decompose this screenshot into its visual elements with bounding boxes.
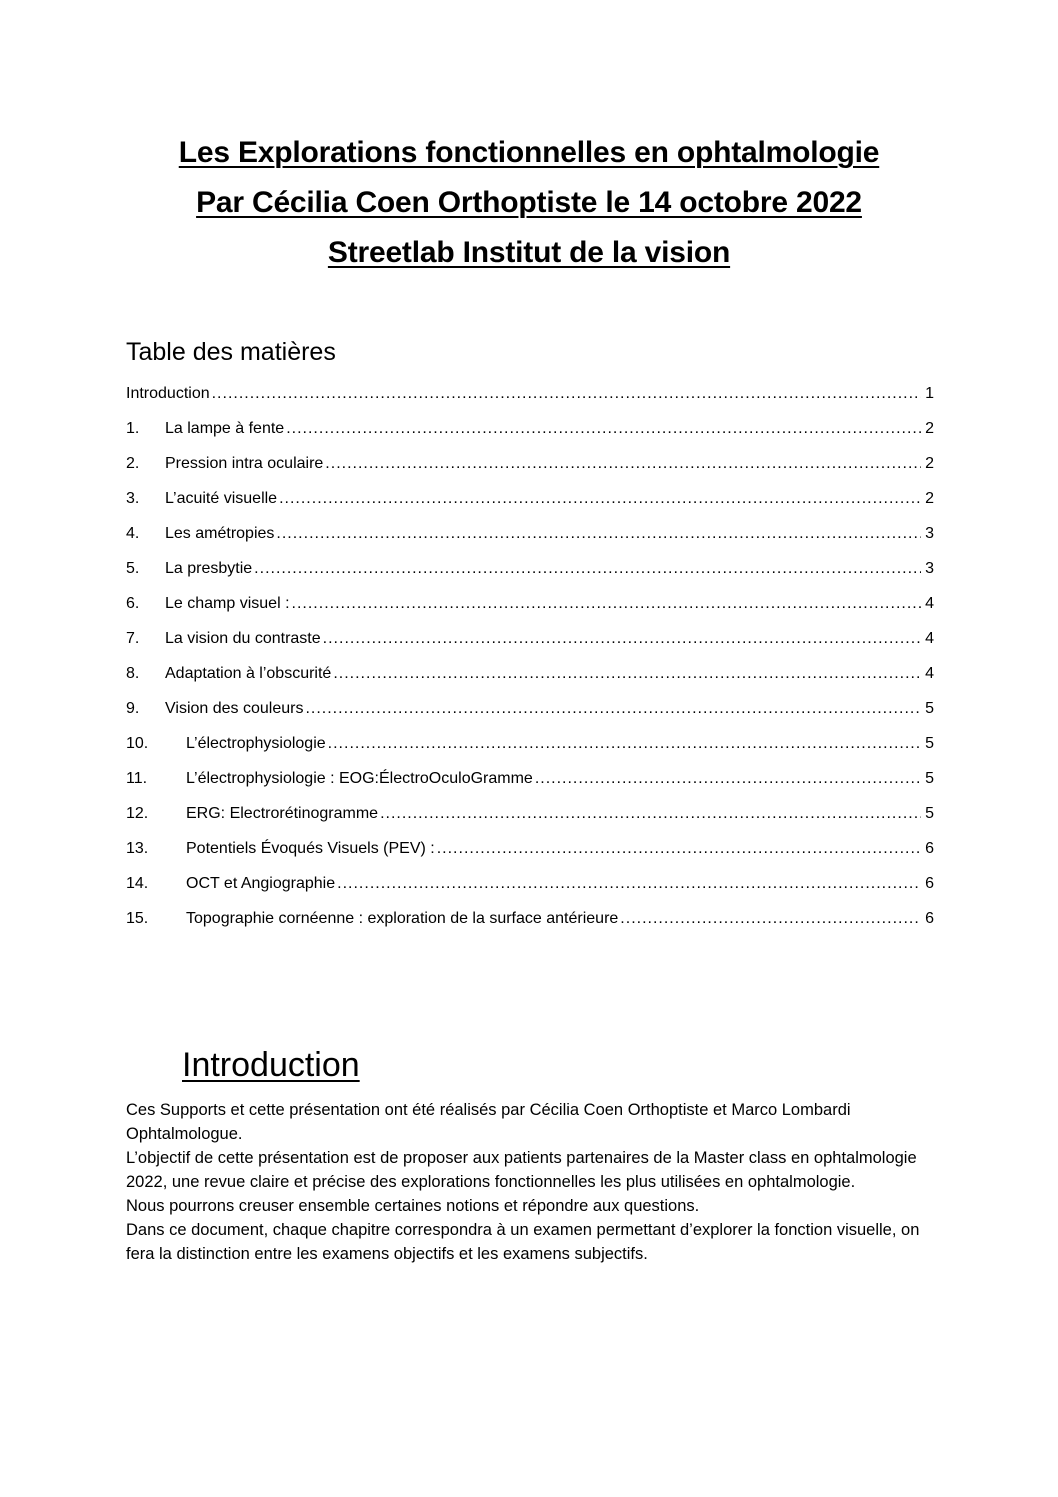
toc-entry-label: Introduction — [126, 385, 210, 402]
toc-entry-label: Vision des couleurs — [165, 700, 304, 717]
toc-entry-label: L’électrophysiologie : EOG:ÉlectroOculoGramme — [186, 770, 533, 787]
toc-entry-page-number: 5 — [925, 735, 934, 752]
toc-entry-label: Le champ visuel : — [165, 595, 290, 612]
toc-entry[interactable] — [126, 592, 934, 627]
toc-entry-number: 8. — [126, 665, 140, 682]
title-line-1: Les Explorations fonctionnelles en ophtalmologie — [178, 136, 880, 169]
toc-entry-label: Pression intra oculaire — [165, 455, 324, 472]
toc-entry[interactable] — [126, 627, 934, 662]
toc-dot-leader — [212, 382, 921, 406]
toc-entry-page-number: 5 — [925, 700, 934, 717]
title-line-3: Streetlab Institut de la vision — [327, 236, 731, 269]
toc-entry-label: Adaptation à l’obscurité — [165, 665, 332, 682]
toc-dot-leader — [286, 417, 921, 441]
toc-entry[interactable] — [126, 382, 934, 417]
toc-dot-leader — [333, 662, 921, 686]
intro-paragraph: Ces Supports et cette présentation ont été réalisés par Cécilia Coen Orthoptiste et Marco Lombardi Ophtalmologue. — [126, 1101, 851, 1143]
intro-paragraph: Dans ce document, chaque chapitre correspondra à un examen permettant d’explorer la fonction visuelle, on fera la distinction entre les examens objectifs et les examens subjectifs. — [126, 1221, 920, 1263]
toc-entry-label: ERG: Electrorétinogramme — [186, 805, 379, 822]
toc-dot-leader — [325, 452, 921, 476]
toc-entry-page-number: 5 — [925, 770, 934, 787]
toc-entry[interactable] — [126, 732, 934, 767]
toc-entry-number: 14. — [126, 875, 149, 892]
toc-entry-page-number: 6 — [925, 875, 934, 892]
toc-entry-number: 9. — [126, 700, 140, 717]
toc-entry[interactable] — [126, 767, 934, 802]
toc-entry[interactable] — [126, 522, 934, 557]
toc-entry-page-number: 6 — [925, 840, 934, 857]
toc-entry-label: La presbytie — [165, 560, 253, 577]
toc-entry[interactable] — [126, 697, 934, 732]
toc-entry-number: 2. — [126, 455, 140, 472]
toc-entry-label: L’électrophysiologie — [186, 735, 326, 752]
toc-entry[interactable] — [126, 487, 934, 522]
toc-entry-number: 1. — [126, 420, 140, 437]
toc-entry-page-number: 4 — [925, 665, 934, 682]
toc-entry-number: 13. — [126, 840, 149, 857]
toc-entry-page-number: 4 — [925, 595, 934, 612]
toc-entry-page-number: 1 — [925, 385, 934, 402]
toc-entry-page-number: 3 — [925, 525, 934, 542]
toc-entry-label: Potentiels Évoqués Visuels (PEV) : — [186, 840, 435, 857]
intro-paragraph: Nous pourrons creuser ensemble certaines notions et répondre aux questions. — [126, 1197, 700, 1215]
toc-entry-number: 12. — [126, 805, 149, 822]
toc-entry[interactable] — [126, 557, 934, 592]
toc-entry-page-number: 5 — [925, 805, 934, 822]
toc-entry-number: 15. — [126, 910, 149, 927]
introduction-body — [126, 1098, 936, 1266]
toc-entry[interactable] — [126, 802, 934, 837]
toc-entry-number: 5. — [126, 560, 140, 577]
toc-entry-page-number: 2 — [925, 490, 934, 507]
toc-entry-number: 7. — [126, 630, 140, 647]
toc-entry-number: 11. — [126, 770, 148, 787]
toc-entry-label: La vision du contraste — [165, 630, 321, 647]
toc-entry-label: Topographie cornéenne : exploration de la surface antérieure — [186, 910, 619, 927]
toc-dot-leader — [380, 802, 921, 826]
toc-entry[interactable] — [126, 452, 934, 487]
toc-entry-label: Les amétropies — [165, 525, 275, 542]
toc-dot-leader — [276, 522, 921, 546]
toc-entry[interactable] — [126, 872, 934, 907]
toc-entry[interactable] — [126, 417, 934, 452]
toc-entry-page-number: 4 — [925, 630, 934, 647]
toc-entry-label: La lampe à fente — [165, 420, 285, 437]
toc-entry-page-number: 2 — [925, 420, 934, 437]
table-of-contents — [126, 382, 934, 942]
document-title — [80, 128, 978, 278]
toc-dot-leader — [535, 767, 921, 791]
toc-entry-page-number: 3 — [925, 560, 934, 577]
toc-dot-leader — [305, 697, 921, 721]
toc-dot-leader — [620, 907, 921, 931]
title-line-2: Par Cécilia Coen Orthoptiste le 14 octobre 2022 — [196, 186, 862, 219]
toc-entry[interactable] — [126, 662, 934, 697]
toc-dot-leader — [254, 557, 921, 581]
toc-heading: Table des matières — [126, 338, 336, 366]
intro-paragraph: L’objectif de cette présentation est de proposer aux patients partenaires de la Master class en ophtalmologie 2022, une revue claire et précise des explorations fonctionnelles les plus utilisées en ophtalmologie. — [126, 1149, 917, 1191]
toc-dot-leader — [323, 627, 921, 651]
toc-dot-leader — [437, 837, 921, 861]
introduction-heading: Introduction — [182, 1046, 360, 1084]
toc-entry-page-number: 6 — [925, 910, 934, 927]
toc-entry-number: 4. — [126, 525, 140, 542]
toc-entry-number: 3. — [126, 490, 140, 507]
toc-dot-leader — [292, 592, 922, 616]
toc-entry[interactable] — [126, 907, 934, 942]
toc-entry-page-number: 2 — [925, 455, 934, 472]
toc-entry-number: 6. — [126, 595, 140, 612]
toc-entry-label: L’acuité visuelle — [165, 490, 278, 507]
toc-dot-leader — [337, 872, 921, 896]
toc-entry-label: OCT et Angiographie — [186, 875, 336, 892]
toc-entry[interactable] — [126, 837, 934, 872]
toc-dot-leader — [279, 487, 921, 511]
toc-dot-leader — [328, 732, 921, 756]
toc-entry-number: 10. — [126, 735, 149, 752]
